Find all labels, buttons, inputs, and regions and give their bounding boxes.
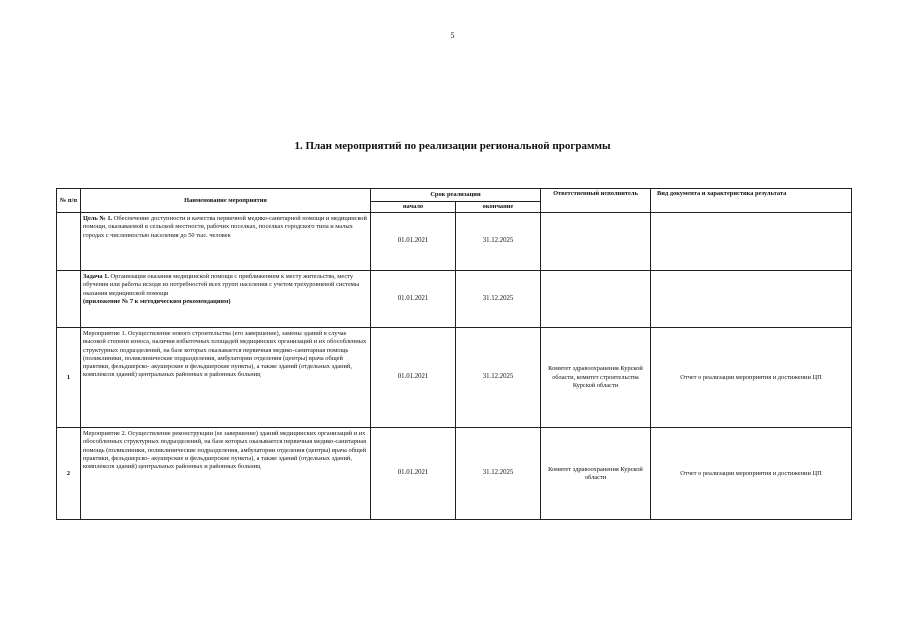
row-responsible [541,213,651,271]
header-name: Наименование мероприятия [81,189,371,213]
row-responsible [541,271,651,328]
row-start-date: 01.01.2021 [371,428,456,520]
row-lead: Мероприятие 2. [83,430,127,438]
row-text: Обеспечение доступности и качества первичной медико-санитарной помощи и медицинской помощи, оказываемой в сельской местности, рабочих поселках, поселках городского типа и малых городах с численностью населения до 50 тыс. человек [83,215,367,239]
table-row [57,328,852,428]
row-text: Организация оказания медицинской помощи с приближением к месту жительства, месту обучения или работы исходя из потребностей всех групп населения с учетом трехуровневой системы оказания медицинской помощи [83,273,360,297]
row-num [57,271,81,328]
row-text: Осуществление нового строительства (его завершение), замены зданий в случае высокой степени износа, наличия избыточных площадей медицинских организаций и их обособленных структурных подразделений, на базе которых оказывается первичная медико-санитарная помощь (поликлиники, поликлинические подразделения, амбулатории отделения (центры) врача общей практики, фельдшерско- акушерские и фельдшерские пункты), а также зданий (отдельных зданий, комплексов зданий) центральных районных и районных больниц [83,330,367,379]
row-end-date: 31.12.2025 [456,428,541,520]
header-responsible: Ответственный исполнитель [541,189,651,213]
activities-plan-table [56,188,852,520]
row-text: Осуществление реконструкции (ее завершение) зданий медицинских организаций и их обособленных структурных подразделений, на базе которых оказывается первичная медико-санитарная помощь (поликлиники, поликлинические подразделения, амбулатории отделения (центры) врача общей практики, фельдшерско- акушерские и фельдшерские пункты), а также зданий (отдельных зданий, комплексов зданий) центральных районных и районных больниц [83,430,367,470]
row-description [81,428,371,520]
row-description [81,271,371,328]
row-num: 2 [57,428,81,520]
row-end-date: 31.12.2025 [456,213,541,271]
row-description [81,213,371,271]
header-num: № п/п [57,189,81,213]
page-title: 1. План мероприятий по реализации региональной программы [294,140,611,152]
table-row [57,428,852,520]
row-responsible: Комитет здравоохранения Курской области [541,428,651,520]
header-result: Вид документа и характеристика результата [651,189,852,213]
row-result [651,271,852,328]
table-row [57,271,852,328]
header-start: начало [371,202,456,213]
row-num [57,213,81,271]
row-result [651,213,852,271]
row-end-date: 31.12.2025 [456,328,541,428]
row-result: Отчет о реализации мероприятия и достижении ЦП [651,328,852,428]
row-lead: Цель № 1. [83,215,113,223]
row-lead: Мероприятие 1. [83,330,127,338]
row-description [81,328,371,428]
row-extra: (приложение № 7 к методическим рекомендациям) [83,297,231,305]
row-start-date: 01.01.2021 [371,328,456,428]
table-row [57,213,852,271]
row-start-date: 01.01.2021 [371,271,456,328]
header-end: окончание [456,202,541,213]
row-lead: Задача 1. [83,273,109,281]
row-responsible: Комитет здравоохранения Курской области, комитет строительства Курской области [541,328,651,428]
row-num: 1 [57,328,81,428]
row-result: Отчет о реализации мероприятия и достижении ЦП [651,428,852,520]
page-number: 5 [450,31,455,40]
header-period: Срок реализации [371,189,541,202]
row-start-date: 01.01.2021 [371,213,456,271]
row-end-date: 31.12.2025 [456,271,541,328]
